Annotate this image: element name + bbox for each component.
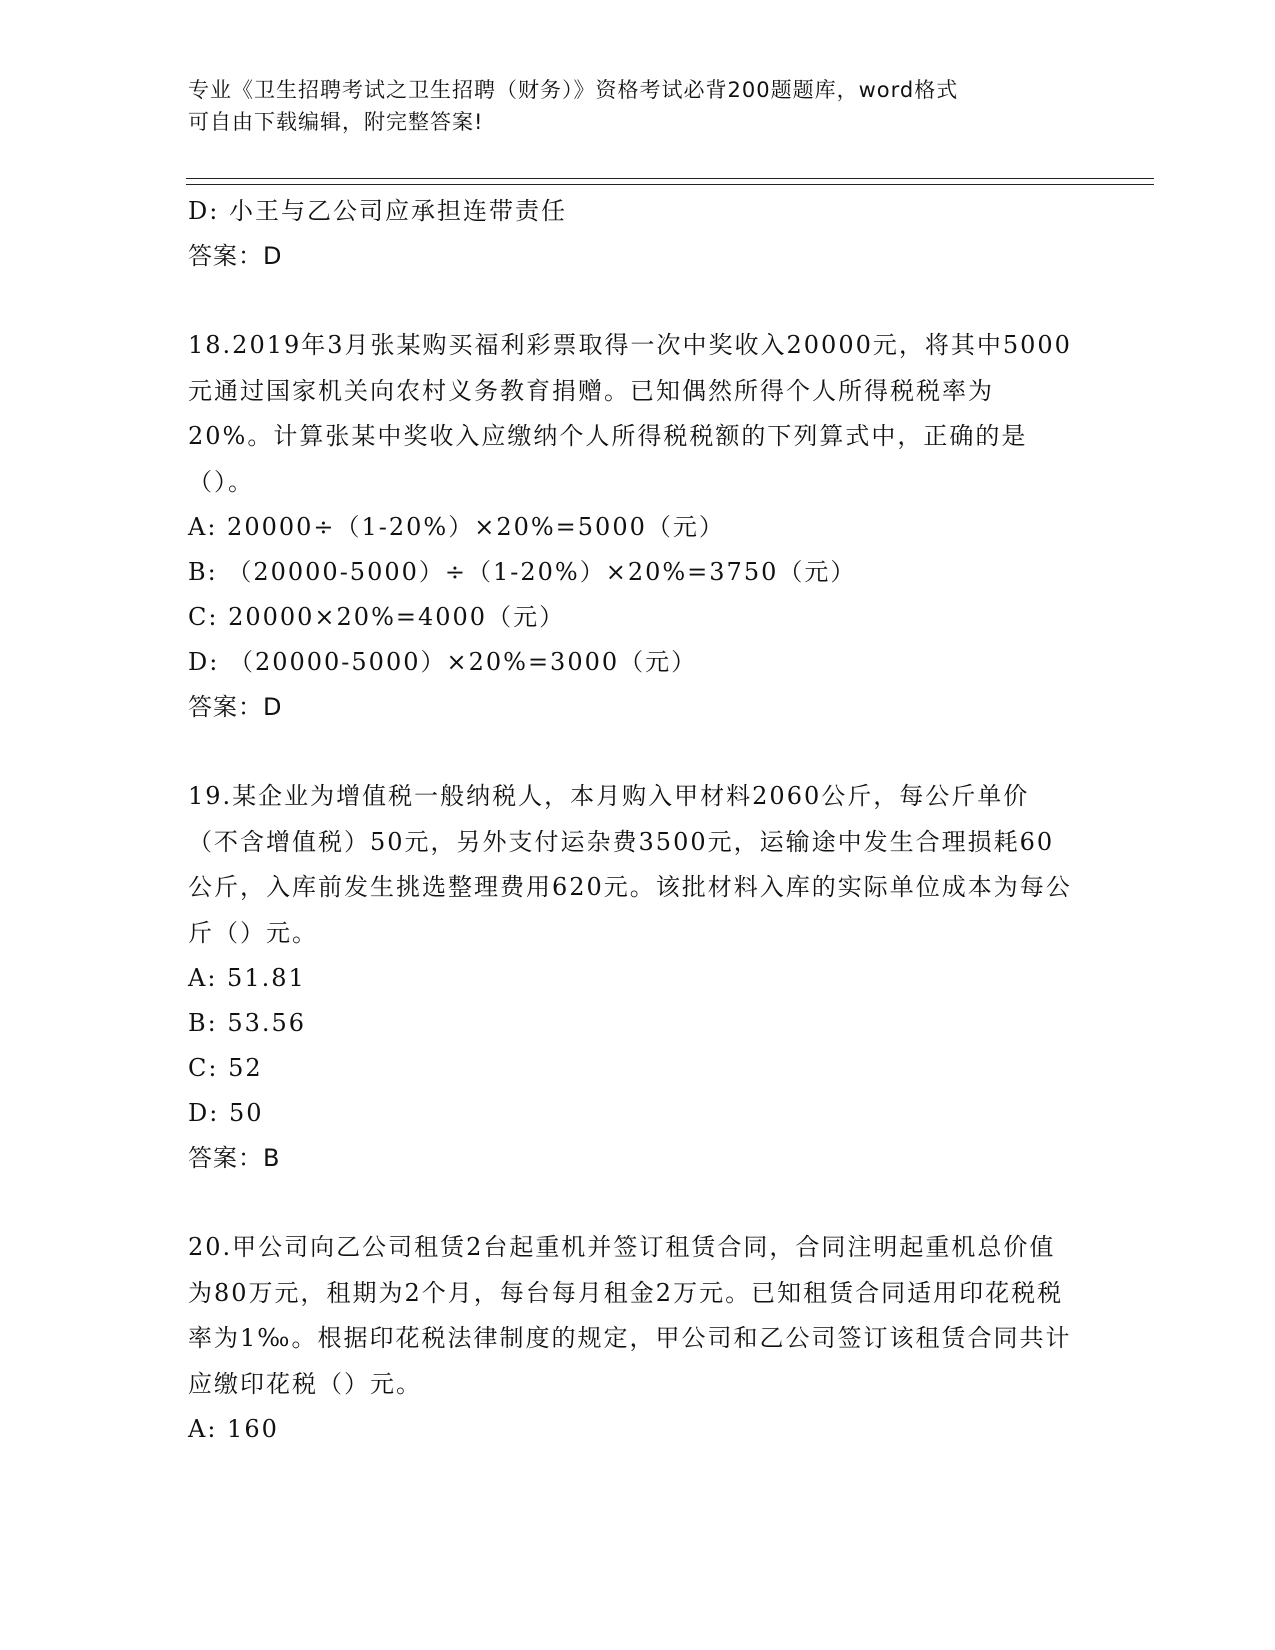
question-text: 20.甲公司向乙公司租赁2台起重机并签订租赁合同，合同注明起重机总价值为80万元，租期为2个月，每台每月租金2万元。已知租赁合同适用印花税税率为1‰。根据印花税法律制度的规定，甲公司和乙公司签订该租赁合同共计应缴印花税（）元。 [188, 1233, 1072, 1398]
question-20 [188, 1225, 1088, 1452]
option-b: B: 53.56 [188, 1009, 307, 1037]
option-a: A: 20000÷（1-20%）×20%=5000（元） [188, 513, 725, 541]
answer: 答案：B [188, 1144, 281, 1172]
option-d: D: 50 [188, 1099, 264, 1127]
option-d: D: （20000-5000）×20%=3000（元） [188, 648, 698, 676]
header-title-line-2: 可自由下载编辑，附完整答案! [188, 110, 484, 134]
option-c: C: 20000×20%=4000（元） [188, 603, 566, 631]
prev-question-option-d: D: 小王与乙公司应承担连带责任 [188, 197, 567, 225]
question-text: 18.2019年3月张某购买福利彩票取得一次中奖收入20000元，将其中5000元通过国家机关向农村义务教育捐赠。已知偶然所得个人所得税税率为20%。计算张某中奖收入应缴纳个人所得税税额的下列算式中，正确的是（）。 [188, 331, 1072, 496]
option-b: B: （20000-5000）÷（1-20%）×20%=3750（元） [188, 558, 857, 586]
spacer [188, 1181, 1088, 1225]
question-text: 19.某企业为增值税一般纳税人，本月购入甲材料2060公斤，每公斤单价（不含增值税）50元，另外支付运杂费3500元，运输途中发生合理损耗60公斤，入库前发生挑选整理费用620元。该批材料入库的实际单位成本为每公斤（）元。 [188, 782, 1072, 947]
answer: 答案：D [188, 693, 283, 721]
document-body [188, 189, 1088, 1452]
option-a: A: 160 [188, 1415, 279, 1443]
option-c: C: 52 [188, 1054, 263, 1082]
document-header [188, 74, 1068, 138]
header-divider [186, 178, 1154, 185]
header-title-line-1: 专业《卫生招聘考试之卫生招聘（财务）》资格考试必背200题题库，word格式 [188, 78, 959, 102]
question-18 [188, 323, 1088, 730]
spacer [188, 730, 1088, 774]
question-19 [188, 774, 1088, 1181]
prev-question-answer: 答案：D [188, 242, 283, 270]
option-a: A: 51.81 [188, 964, 306, 992]
spacer [188, 279, 1088, 323]
